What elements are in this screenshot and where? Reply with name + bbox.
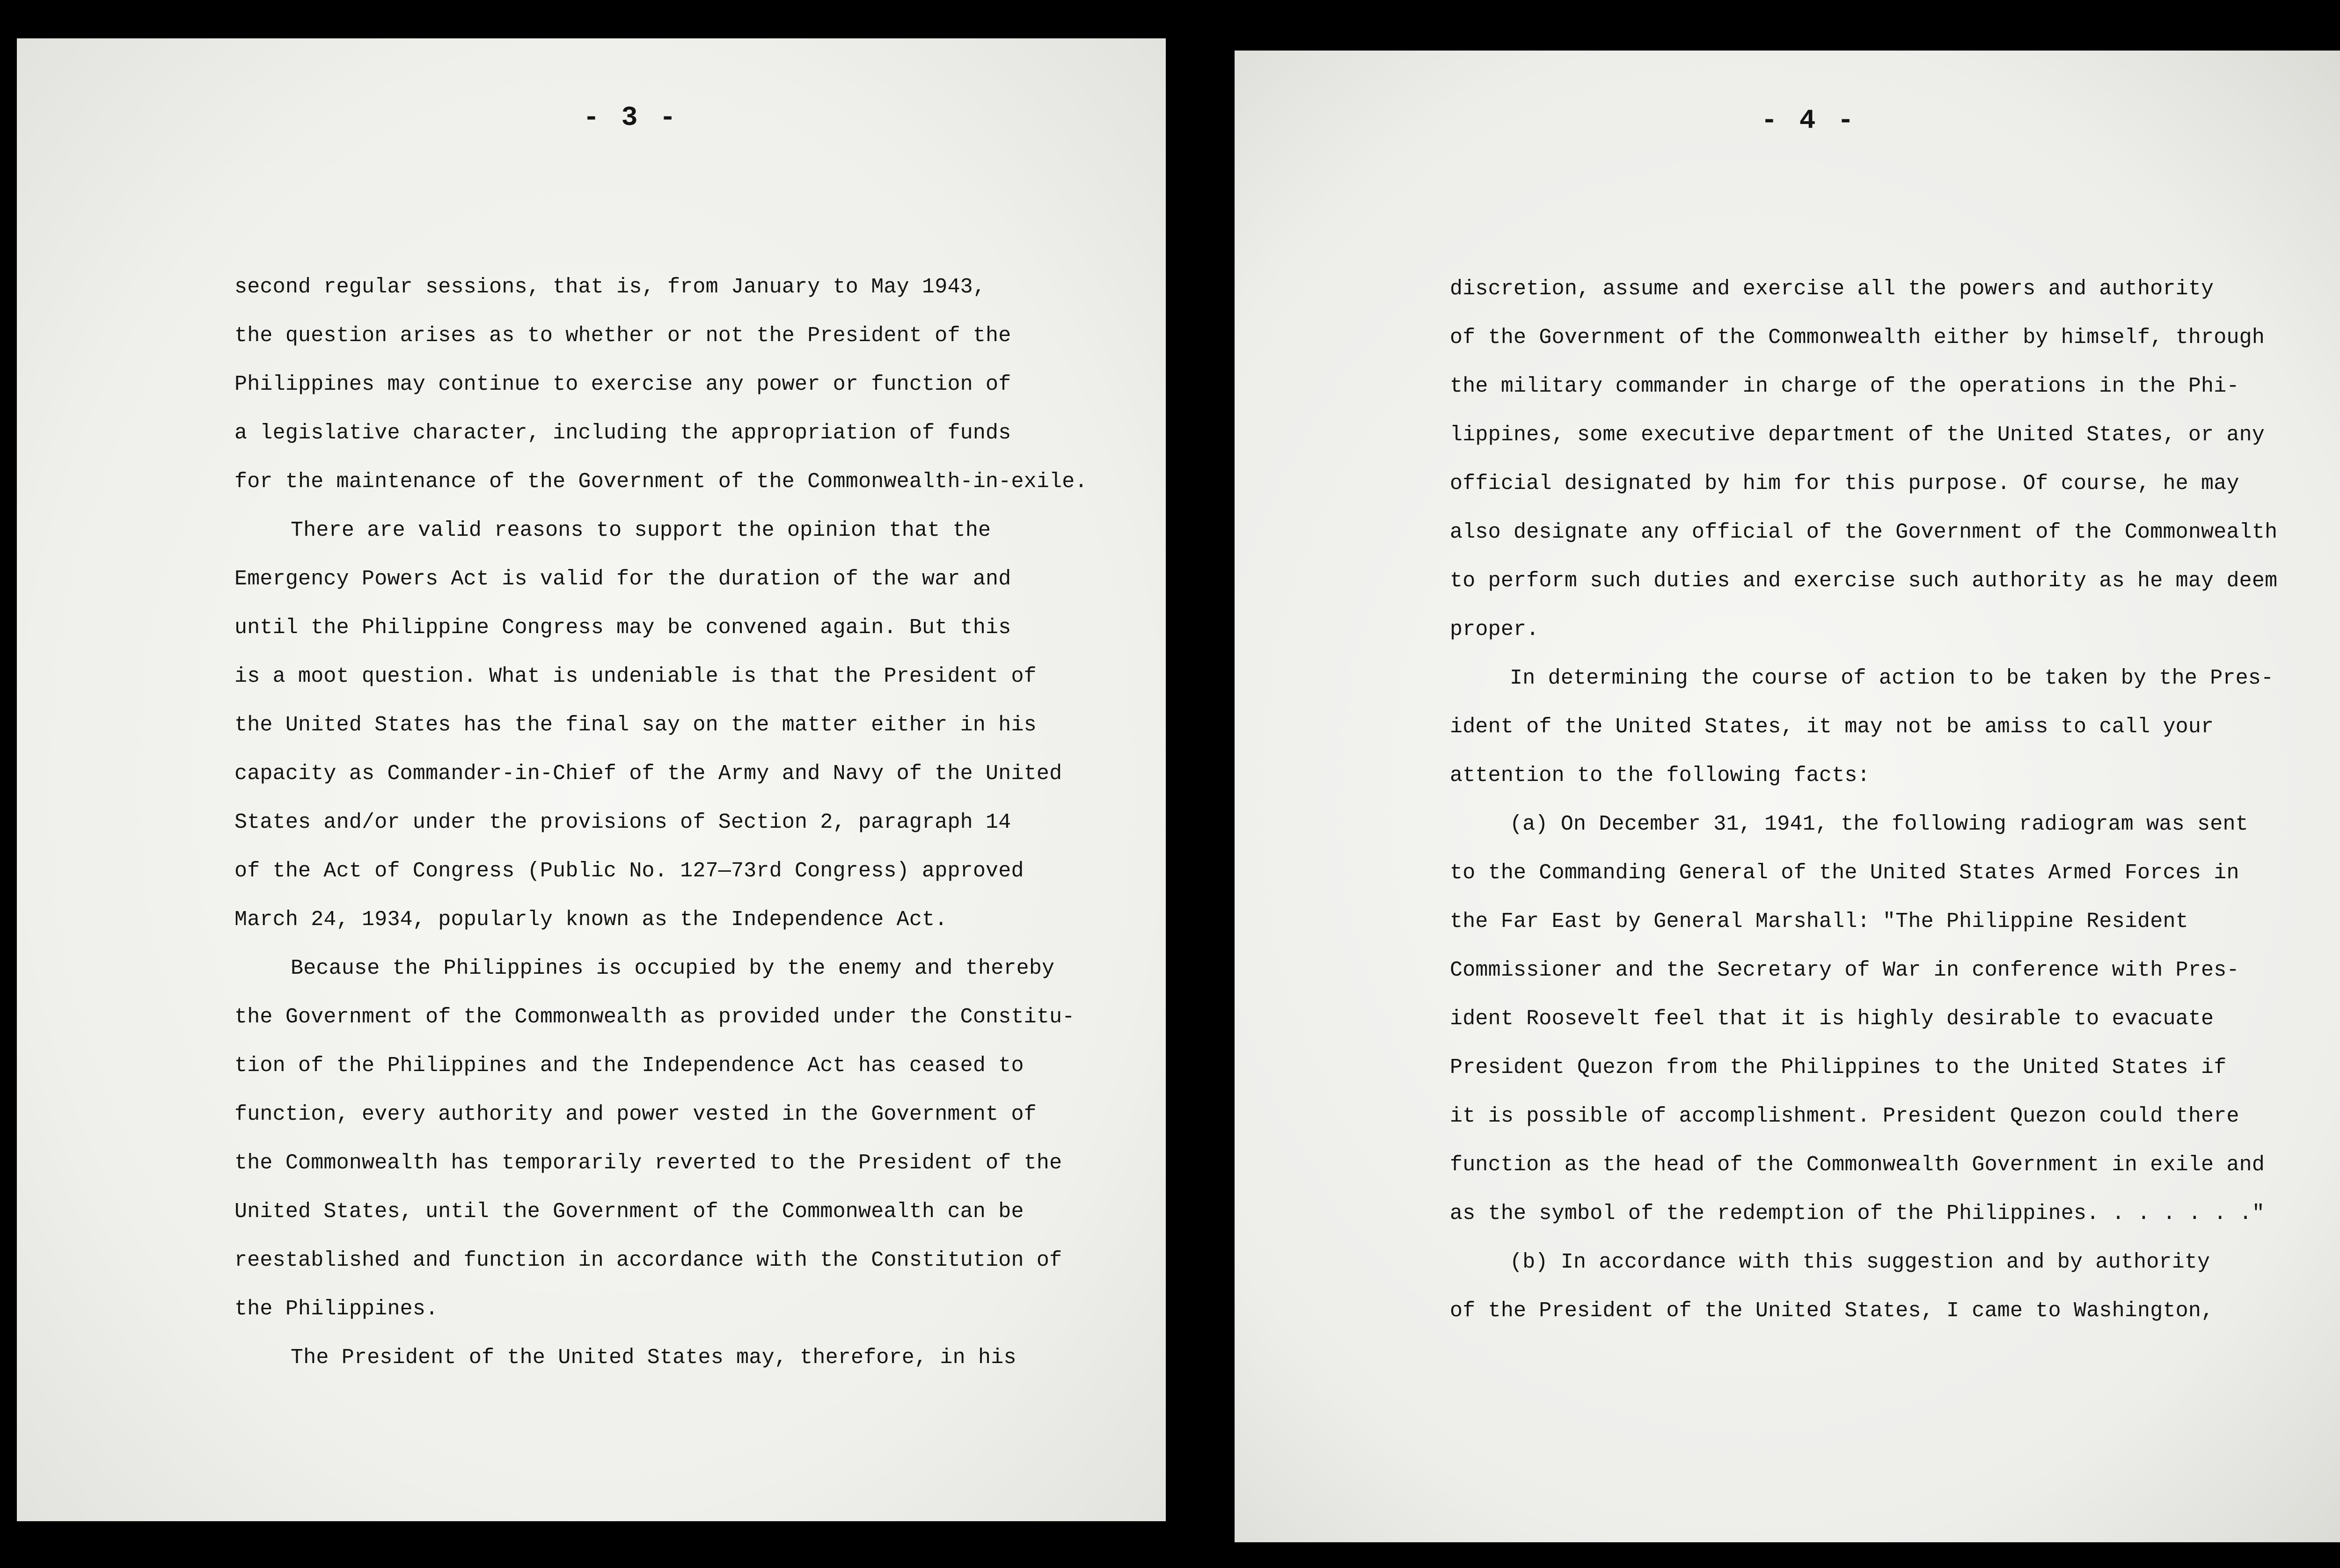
text-line: the Far East by General Marshall: "The Philippine Resident — [1450, 910, 2188, 934]
text-line: the United States has the final say on the matter either in his — [234, 713, 1037, 737]
page-number: - 3 - — [583, 103, 679, 133]
text-line: reestablished and function in accordance with the Constitution of — [234, 1248, 1062, 1272]
text-line: function, every authority and power vested in the Government of — [234, 1102, 1037, 1126]
text-line: for the maintenance of the Government of the Commonwealth-in-exile. — [234, 470, 1088, 494]
text-line: is a moot question. What is undeniable is that the President of — [234, 664, 1037, 688]
document-page-left — [17, 38, 1166, 1521]
text-line: States and/or under the provisions of Section 2, paragraph 14 — [234, 810, 1011, 834]
text-line: the Commonwealth has temporarily reverted to the President of the — [234, 1151, 1062, 1175]
text-line: (b) In accordance with this suggestion and by authority — [1510, 1250, 2210, 1274]
text-line: There are valid reasons to support the opinion that the — [291, 518, 991, 542]
text-line: capacity as Commander-in-Chief of the Army and Navy of the United — [234, 762, 1062, 786]
text-line: United States, until the Government of the Commonwealth can be — [234, 1200, 1024, 1224]
text-line: of the Government of the Commonwealth either by himself, through — [1450, 326, 2265, 350]
page-number: - 4 - — [1761, 106, 1857, 136]
text-line: discretion, assume and exercise all the powers and authority — [1450, 277, 2214, 301]
text-line: proper. — [1450, 618, 1539, 642]
text-line: the Government of the Commonwealth as provided under the Constitu- — [234, 1005, 1075, 1029]
text-line: to perform such duties and exercise such authority as he may deem — [1450, 569, 2278, 593]
text-line: to the Commanding General of the United States Armed Forces in — [1450, 861, 2239, 885]
text-line: March 24, 1934, popularly known as the Independence Act. — [234, 908, 948, 932]
text-line: as the symbol of the redemption of the Philippines. . . . . . ." — [1450, 1202, 2265, 1225]
text-line: second regular sessions, that is, from January to May 1943, — [234, 275, 986, 299]
text-line: also designate any official of the Government of the Commonwealth — [1450, 520, 2278, 544]
document-page-right — [1235, 51, 2340, 1542]
text-line: official designated by him for this purpose. Of course, he may — [1450, 472, 2239, 496]
text-line: President Quezon from the Philippines to the United States if — [1450, 1056, 2227, 1079]
text-line: a legislative character, including the appropriation of funds — [234, 421, 1011, 445]
text-line: In determining the course of action to be taken by the Pres- — [1510, 666, 2274, 690]
page-body-text — [234, 263, 1088, 1382]
text-line: of the President of the United States, I came to Washington, — [1450, 1299, 2214, 1323]
text-line: tion of the Philippines and the Independence Act has ceased to — [234, 1054, 1024, 1078]
text-line: function as the head of the Commonwealth Government in exile and — [1450, 1153, 2265, 1177]
text-line: ident of the United States, it may not be amiss to call your — [1450, 715, 2214, 739]
text-line: it is possible of accomplishment. President Quezon could there — [1450, 1104, 2239, 1128]
text-line: Philippines may continue to exercise any power or function of — [234, 372, 1011, 396]
text-line: the question arises as to whether or not the President of the — [234, 324, 1011, 348]
text-line: Commissioner and the Secretary of War in conference with Pres- — [1450, 958, 2239, 982]
text-line: the military commander in charge of the operations in the Phi- — [1450, 374, 2239, 398]
text-line: ident Roosevelt feel that it is highly desirable to evacuate — [1450, 1007, 2214, 1031]
text-line: the Philippines. — [234, 1297, 439, 1321]
text-line: lippines, some executive department of the United States, or any — [1450, 423, 2265, 447]
text-line: of the Act of Congress (Public No. 127—73rd Congress) approved — [234, 859, 1024, 883]
text-line: until the Philippine Congress may be convened again. But this — [234, 616, 1011, 640]
text-line: Emergency Powers Act is valid for the duration of the war and — [234, 567, 1011, 591]
text-line: The President of the United States may, therefore, in his — [291, 1346, 1016, 1370]
page-body-text — [1450, 265, 2277, 1335]
text-line: Because the Philippines is occupied by the enemy and thereby — [291, 956, 1055, 980]
text-line: attention to the following facts: — [1450, 764, 1870, 788]
text-line: (a) On December 31, 1941, the following radiogram was sent — [1510, 812, 2248, 836]
